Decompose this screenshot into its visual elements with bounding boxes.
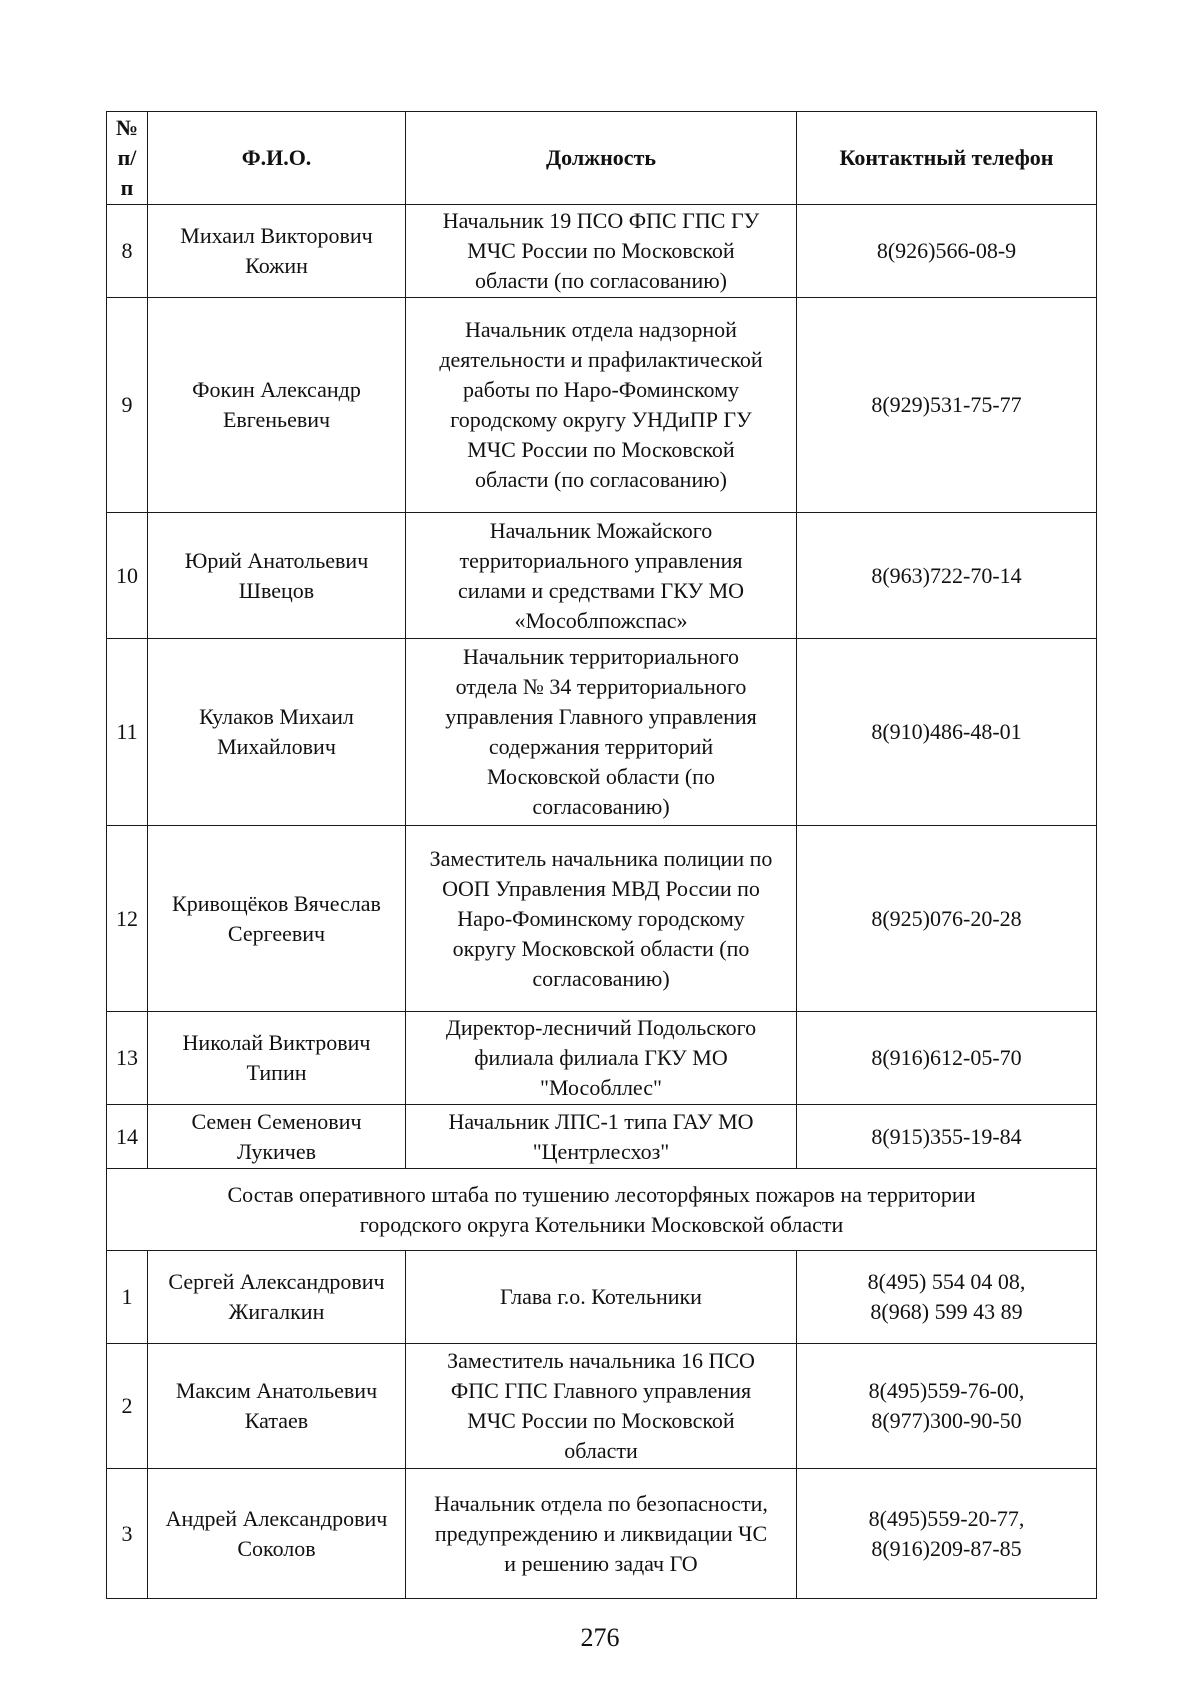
row-position (406, 1344, 797, 1469)
phone-line: 8(916)612-05-70 (871, 1045, 1022, 1070)
position-line: области (по согласованию) (475, 268, 727, 293)
table-row (107, 298, 1097, 513)
name-line: Юрий Анатольевич (184, 547, 369, 573)
name-line: Кулаков Михаил (199, 704, 354, 729)
name-line: Лукичев (236, 1138, 317, 1164)
name-line: Швецов (238, 577, 315, 603)
row-phone (797, 205, 1097, 298)
row-phone (797, 1012, 1097, 1105)
row-number: 1 (107, 1251, 148, 1344)
row-position (406, 826, 797, 1012)
position-line: Начальник ЛПС-1 типа ГАУ МО (448, 1108, 754, 1134)
row-name (148, 826, 406, 1012)
position-line: Наро-Фоминскому городскому (457, 905, 745, 931)
row-name (148, 1105, 406, 1169)
table-row (107, 826, 1097, 1012)
header-number-line: № (115, 115, 139, 140)
position-line: согласованию) (532, 965, 670, 991)
section-title-line: Состав оперативного штаба по тушению лесоторфяных пожаров на территории (227, 1181, 976, 1207)
name-line: Андрей Александрович (165, 1505, 388, 1531)
name-line: Михаил Викторович (180, 223, 373, 248)
position-line: силами и средствами ГКУ МО (457, 577, 745, 603)
phone-line: 8(929)531-75-77 (871, 392, 1022, 417)
table-row (107, 1012, 1097, 1105)
row-position (406, 1251, 797, 1344)
row-name (148, 1012, 406, 1105)
position-line: Московской области (по (487, 764, 715, 789)
position-line: ФПС ГПС Главного управления (450, 1378, 752, 1403)
name-line: Жигалкин (228, 1299, 325, 1324)
position-line: территориального управления (459, 547, 743, 573)
name-line: Сергеевич (227, 920, 326, 946)
row-position (406, 1469, 797, 1599)
row-position (406, 1105, 797, 1169)
row-phone (797, 1105, 1097, 1169)
name-line: Фокин Александр (192, 377, 361, 402)
row-number: 10 (107, 513, 148, 639)
document-sheet (106, 111, 1096, 1599)
header-number (107, 112, 148, 205)
header-position: Должность (406, 112, 797, 205)
position-line: ООП Управления МВД России по (442, 875, 760, 901)
position-line: Заместитель начальника полиции по (429, 845, 773, 871)
position-line: области (564, 1438, 638, 1463)
table-row (107, 1469, 1097, 1599)
position-line: Начальник Можайского (489, 517, 713, 543)
row-number: 13 (107, 1012, 148, 1105)
row-phone (797, 1469, 1097, 1599)
row-phone (797, 826, 1097, 1012)
section-heading-row (107, 1169, 1097, 1251)
row-position (406, 298, 797, 513)
row-number: 3 (107, 1469, 148, 1599)
row-number: 14 (107, 1105, 148, 1169)
row-number: 2 (107, 1344, 148, 1469)
header-name: Ф.И.О. (148, 112, 406, 205)
position-line: "Мособллес" (540, 1075, 662, 1100)
phone-line: 8(495)559-76-00, (868, 1378, 1025, 1403)
table-row (107, 1105, 1097, 1169)
phone-line: 8(926)566-08-9 (876, 238, 1017, 263)
phone-line: 8(977)300-90-50 (871, 1408, 1022, 1433)
name-line: Соколов (237, 1535, 316, 1561)
position-line: Начальник территориального (462, 644, 739, 669)
position-line: МЧС России по Московской (467, 238, 735, 263)
position-line: МЧС России по Московской (467, 1408, 735, 1433)
position-line: МЧС России по Московской (467, 437, 735, 462)
position-line: Начальник отдела по безопасности, (434, 1490, 768, 1516)
name-line: Катаев (244, 1408, 309, 1433)
name-line: Евгеньевич (222, 407, 331, 432)
position-line: Заместитель начальника 16 ПСО (447, 1348, 755, 1373)
name-line: Кожин (245, 253, 308, 278)
position-line: городскому округу УНДиПР ГУ (450, 407, 752, 432)
row-phone (797, 513, 1097, 639)
table-row (107, 205, 1097, 298)
name-line: Николай Виктрович (182, 1030, 371, 1055)
phone-line: 8(968) 599 43 89 (870, 1299, 1023, 1324)
position-line: Начальник отдела надзорной (465, 317, 737, 342)
phone-line: 8(495) 554 04 08, (867, 1269, 1026, 1294)
name-line: Михайлович (217, 734, 336, 759)
row-name (148, 639, 406, 826)
position-line: Глава г.о. Котельники (500, 1284, 702, 1309)
row-name (148, 1344, 406, 1469)
position-line: Директор-лесничий Подольского (445, 1015, 757, 1040)
position-line: деятельности и прафилактической (439, 347, 763, 372)
row-number: 9 (107, 298, 148, 513)
header-number-line: п (120, 175, 134, 200)
staff-table (106, 111, 1097, 1599)
position-line: и решению задач ГО (504, 1550, 698, 1576)
position-line: округу Московской области (по (452, 935, 750, 961)
name-line: Семен Семенович (191, 1108, 362, 1134)
row-name (148, 1469, 406, 1599)
row-name (148, 298, 406, 513)
row-phone (797, 639, 1097, 826)
row-phone (797, 1344, 1097, 1469)
position-line: предупреждению и ликвидации ЧС (434, 1520, 768, 1546)
name-line: Сергей Александрович (168, 1269, 385, 1294)
table-row (107, 1344, 1097, 1469)
row-phone (797, 298, 1097, 513)
position-line: содержания территорий (488, 734, 714, 759)
table-row (107, 513, 1097, 639)
position-line: филиала филиала ГКУ МО (474, 1045, 728, 1070)
position-line: согласованию) (532, 794, 670, 819)
row-number: 11 (107, 639, 148, 826)
row-position (406, 639, 797, 826)
position-line: «Мособлпожспас» (514, 607, 688, 633)
name-line: Максим Анатольевич (175, 1378, 378, 1403)
table-row (107, 1251, 1097, 1344)
row-phone (797, 1251, 1097, 1344)
phone-line: 8(925)076-20-28 (871, 905, 1022, 931)
row-name (148, 1251, 406, 1344)
position-line: области (по согласованию) (475, 467, 727, 492)
header-number-line: п/ (117, 145, 137, 170)
phone-line: 8(916)209-87-85 (871, 1535, 1022, 1561)
row-name (148, 513, 406, 639)
row-number: 12 (107, 826, 148, 1012)
row-position (406, 513, 797, 639)
row-name (148, 205, 406, 298)
section-title (107, 1169, 1097, 1251)
row-number: 8 (107, 205, 148, 298)
position-line: управления Главного управления (445, 704, 757, 729)
header-phone: Контактный телефон (797, 112, 1097, 205)
table-header-row (107, 112, 1097, 205)
section-title-line: городского округа Котельники Московской области (359, 1211, 844, 1237)
name-line: Типин (246, 1060, 307, 1085)
position-line: Начальник 19 ПСО ФПС ГПС ГУ (442, 208, 760, 233)
page-number: 276 (580, 1623, 620, 1652)
phone-line: 8(495)559-20-77, (868, 1505, 1025, 1531)
phone-line: 8(910)486-48-01 (871, 719, 1022, 744)
name-line: Кривощёков Вячеслав (172, 890, 381, 916)
table-row (107, 639, 1097, 826)
position-line: "Центрлесхоз" (532, 1138, 670, 1164)
row-position (406, 205, 797, 298)
phone-line: 8(963)722-70-14 (871, 562, 1022, 588)
position-line: отдела № 34 территориального (455, 674, 747, 699)
row-position (406, 1012, 797, 1105)
position-line: работы по Наро-Фоминскому (462, 377, 740, 402)
phone-line: 8(915)355-19-84 (871, 1123, 1022, 1149)
